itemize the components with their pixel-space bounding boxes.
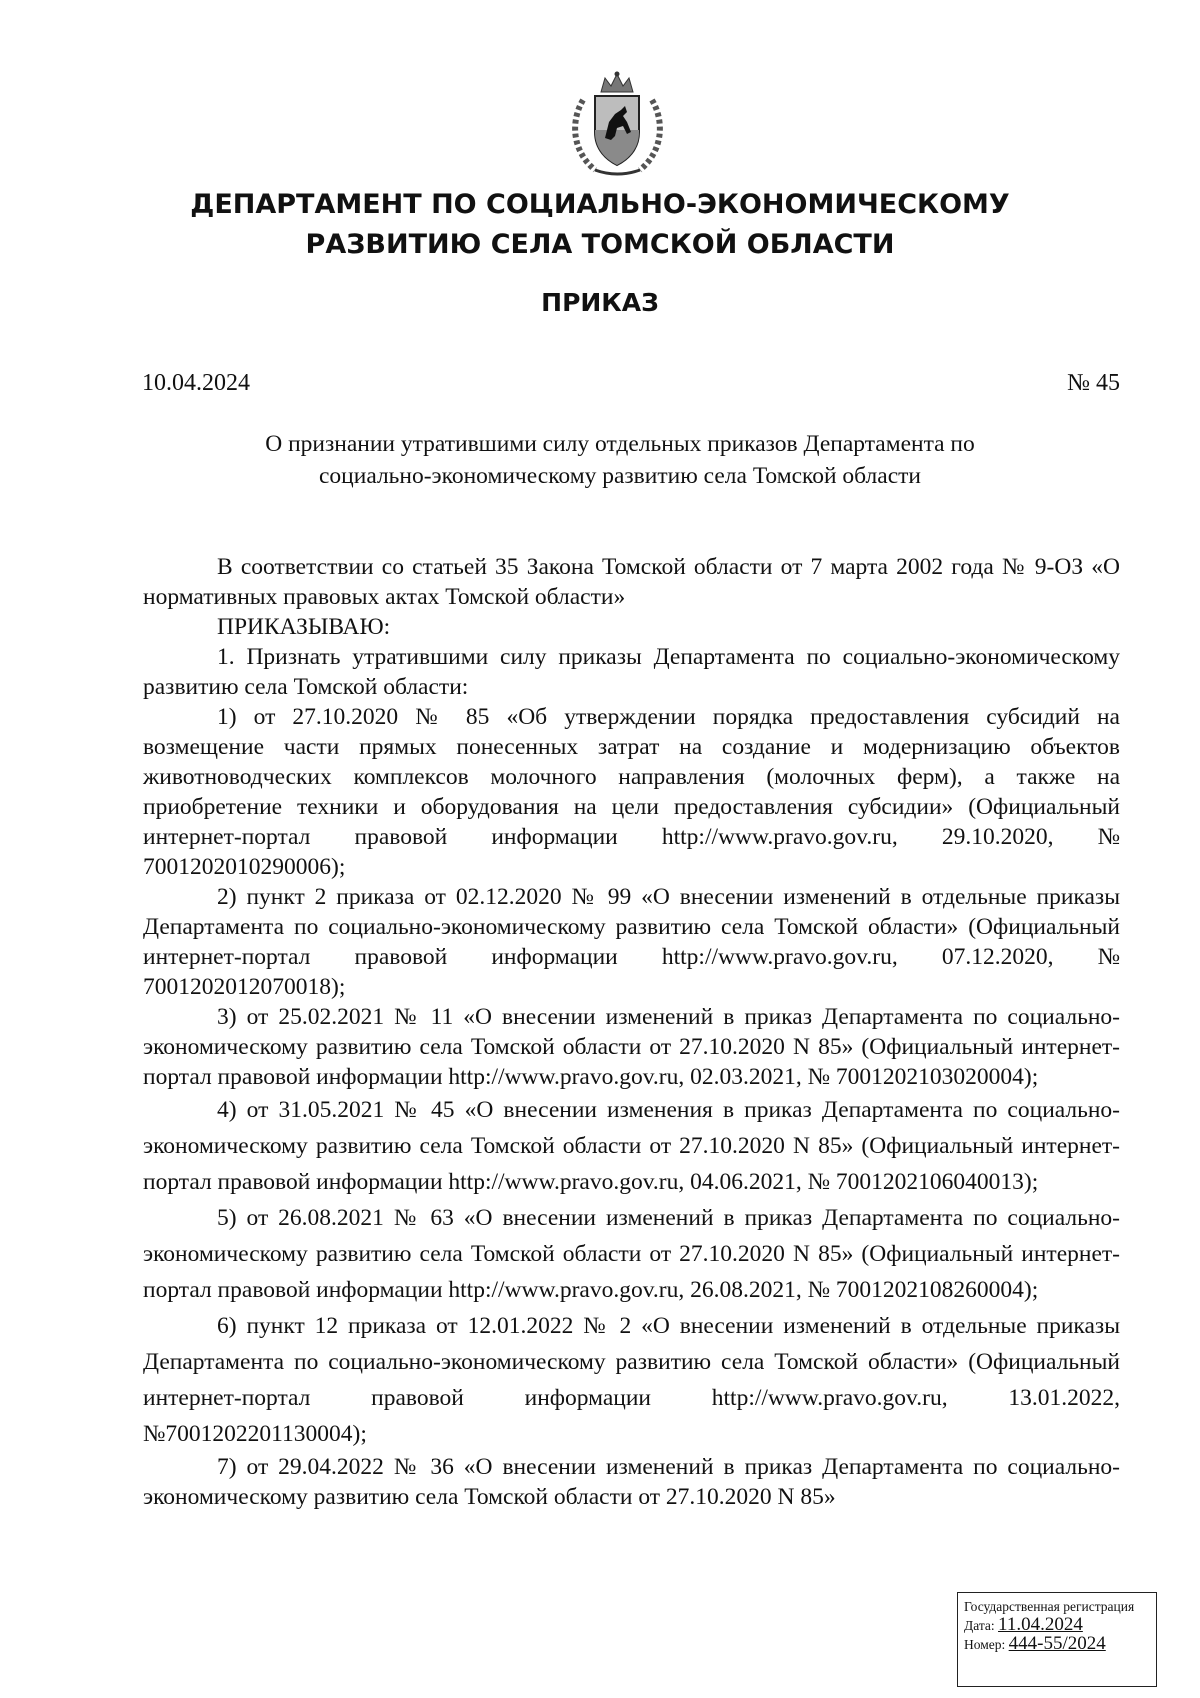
subject-line-1: О признании утратившими силу отдельных приказов Департамента по bbox=[265, 431, 975, 457]
document-body bbox=[143, 552, 1120, 1512]
document-type: ПРИКАЗ bbox=[541, 288, 659, 317]
document-date: 10.04.2024 bbox=[142, 370, 250, 396]
organization-name-line-1: ДЕПАРТАМЕНТ ПО СОЦИАЛЬНО-ЭКОНОМИЧЕСКОМУ bbox=[190, 189, 1010, 220]
list-item: 7) от 29.04.2022 № 36 «О внесении изменений в приказ Департамента по социально-экономическому развитию села Томской области от 27.10.2020 N 85» bbox=[143, 1454, 1120, 1510]
document-subject bbox=[200, 428, 1040, 492]
tomsk-region-coat-of-arms-icon bbox=[565, 70, 670, 180]
registration-number-label: Номер: bbox=[964, 1637, 1006, 1652]
document-number: № 45 bbox=[1067, 370, 1120, 396]
list-item: 5) от 26.08.2021 № 63 «О внесении изменений в приказ Департамента по социально-экономическому развитию села Томской области от 27.10.2020 N 85» (Официальный интернет-портал правовой информации http://www.pravo.gov.ru, 26.08.2021, № 7001202108260004); bbox=[143, 1205, 1120, 1303]
list-item: 3) от 25.02.2021 № 11 «О внесении изменений в приказ Департамента по социально-экономическому развитию села Томской области от 27.10.2020 N 85» (Официальный интернет-портал правовой информации http://www.pravo.gov.ru, 02.03.2021, № 7001202103020004); bbox=[143, 1004, 1120, 1090]
registration-stamp bbox=[957, 1592, 1157, 1687]
registration-date-label: Дата: bbox=[964, 1618, 995, 1633]
list-item: 6) пункт 12 приказа от 12.01.2022 № 2 «О внесении изменений в отдельные приказы Департамента по социально-экономическому развитию села Томской области» (Официальный интернет-портал правовой информации http://www.pravo.gov.ru, 13.01.2022, №7001202201130004); bbox=[143, 1313, 1120, 1447]
organization-name-line-2: РАЗВИТИЮ СЕЛА ТОМСКОЙ ОБЛАСТИ bbox=[305, 229, 895, 260]
subject-line-2: социально-экономическому развитию села Томской области bbox=[318, 463, 921, 489]
registration-number-row bbox=[964, 1635, 1150, 1654]
registration-number-value: 444-55/2024 bbox=[1008, 1633, 1106, 1654]
clause-1: 1. Признать утратившими силу приказы Департамента по социально-экономическому развитию села Томской области: bbox=[143, 644, 1120, 700]
preamble-paragraph: В соответствии со статьей 35 Закона Томской области от 7 марта 2002 года № 9-ОЗ «О нормативных правовых актах Томской области» bbox=[143, 554, 1120, 610]
list-item: 4) от 31.05.2021 № 45 «О внесении изменения в приказ Департамента по социально-экономическому развитию села Томской области от 27.10.2020 N 85» (Официальный интернет-портал правовой информации http://www.pravo.gov.ru, 04.06.2021, № 7001202106040013); bbox=[143, 1097, 1120, 1195]
order-word: ПРИКАЗЫВАЮ: bbox=[217, 614, 391, 640]
list-item: 1) от 27.10.2020 № 85 «Об утверждении порядка предоставления субсидий на возмещение части прямых понесенных затрат на создание и модернизацию объектов животноводческих комплексов молочного направления (молочных ферм), а также на приобретение техники и оборудования на цели предоставления субсидии» (Официальный интернет-портал правовой информации http://www.pravo.gov.ru, 29.10.2020, № 7001202010290006); bbox=[143, 704, 1120, 880]
organization-name bbox=[0, 185, 1200, 265]
registration-title: Государственная регистрация bbox=[964, 1599, 1135, 1614]
list-item: 2) пункт 2 приказа от 02.12.2020 № 99 «О внесении изменений в отдельные приказы Департамента по социально-экономическому развитию села Томской области» (Официальный интернет-портал правовой информации http://www.pravo.gov.ru, 07.12.2020, № 7001202012070018); bbox=[143, 884, 1120, 1000]
registration-date-value: 11.04.2024 bbox=[998, 1614, 1083, 1635]
